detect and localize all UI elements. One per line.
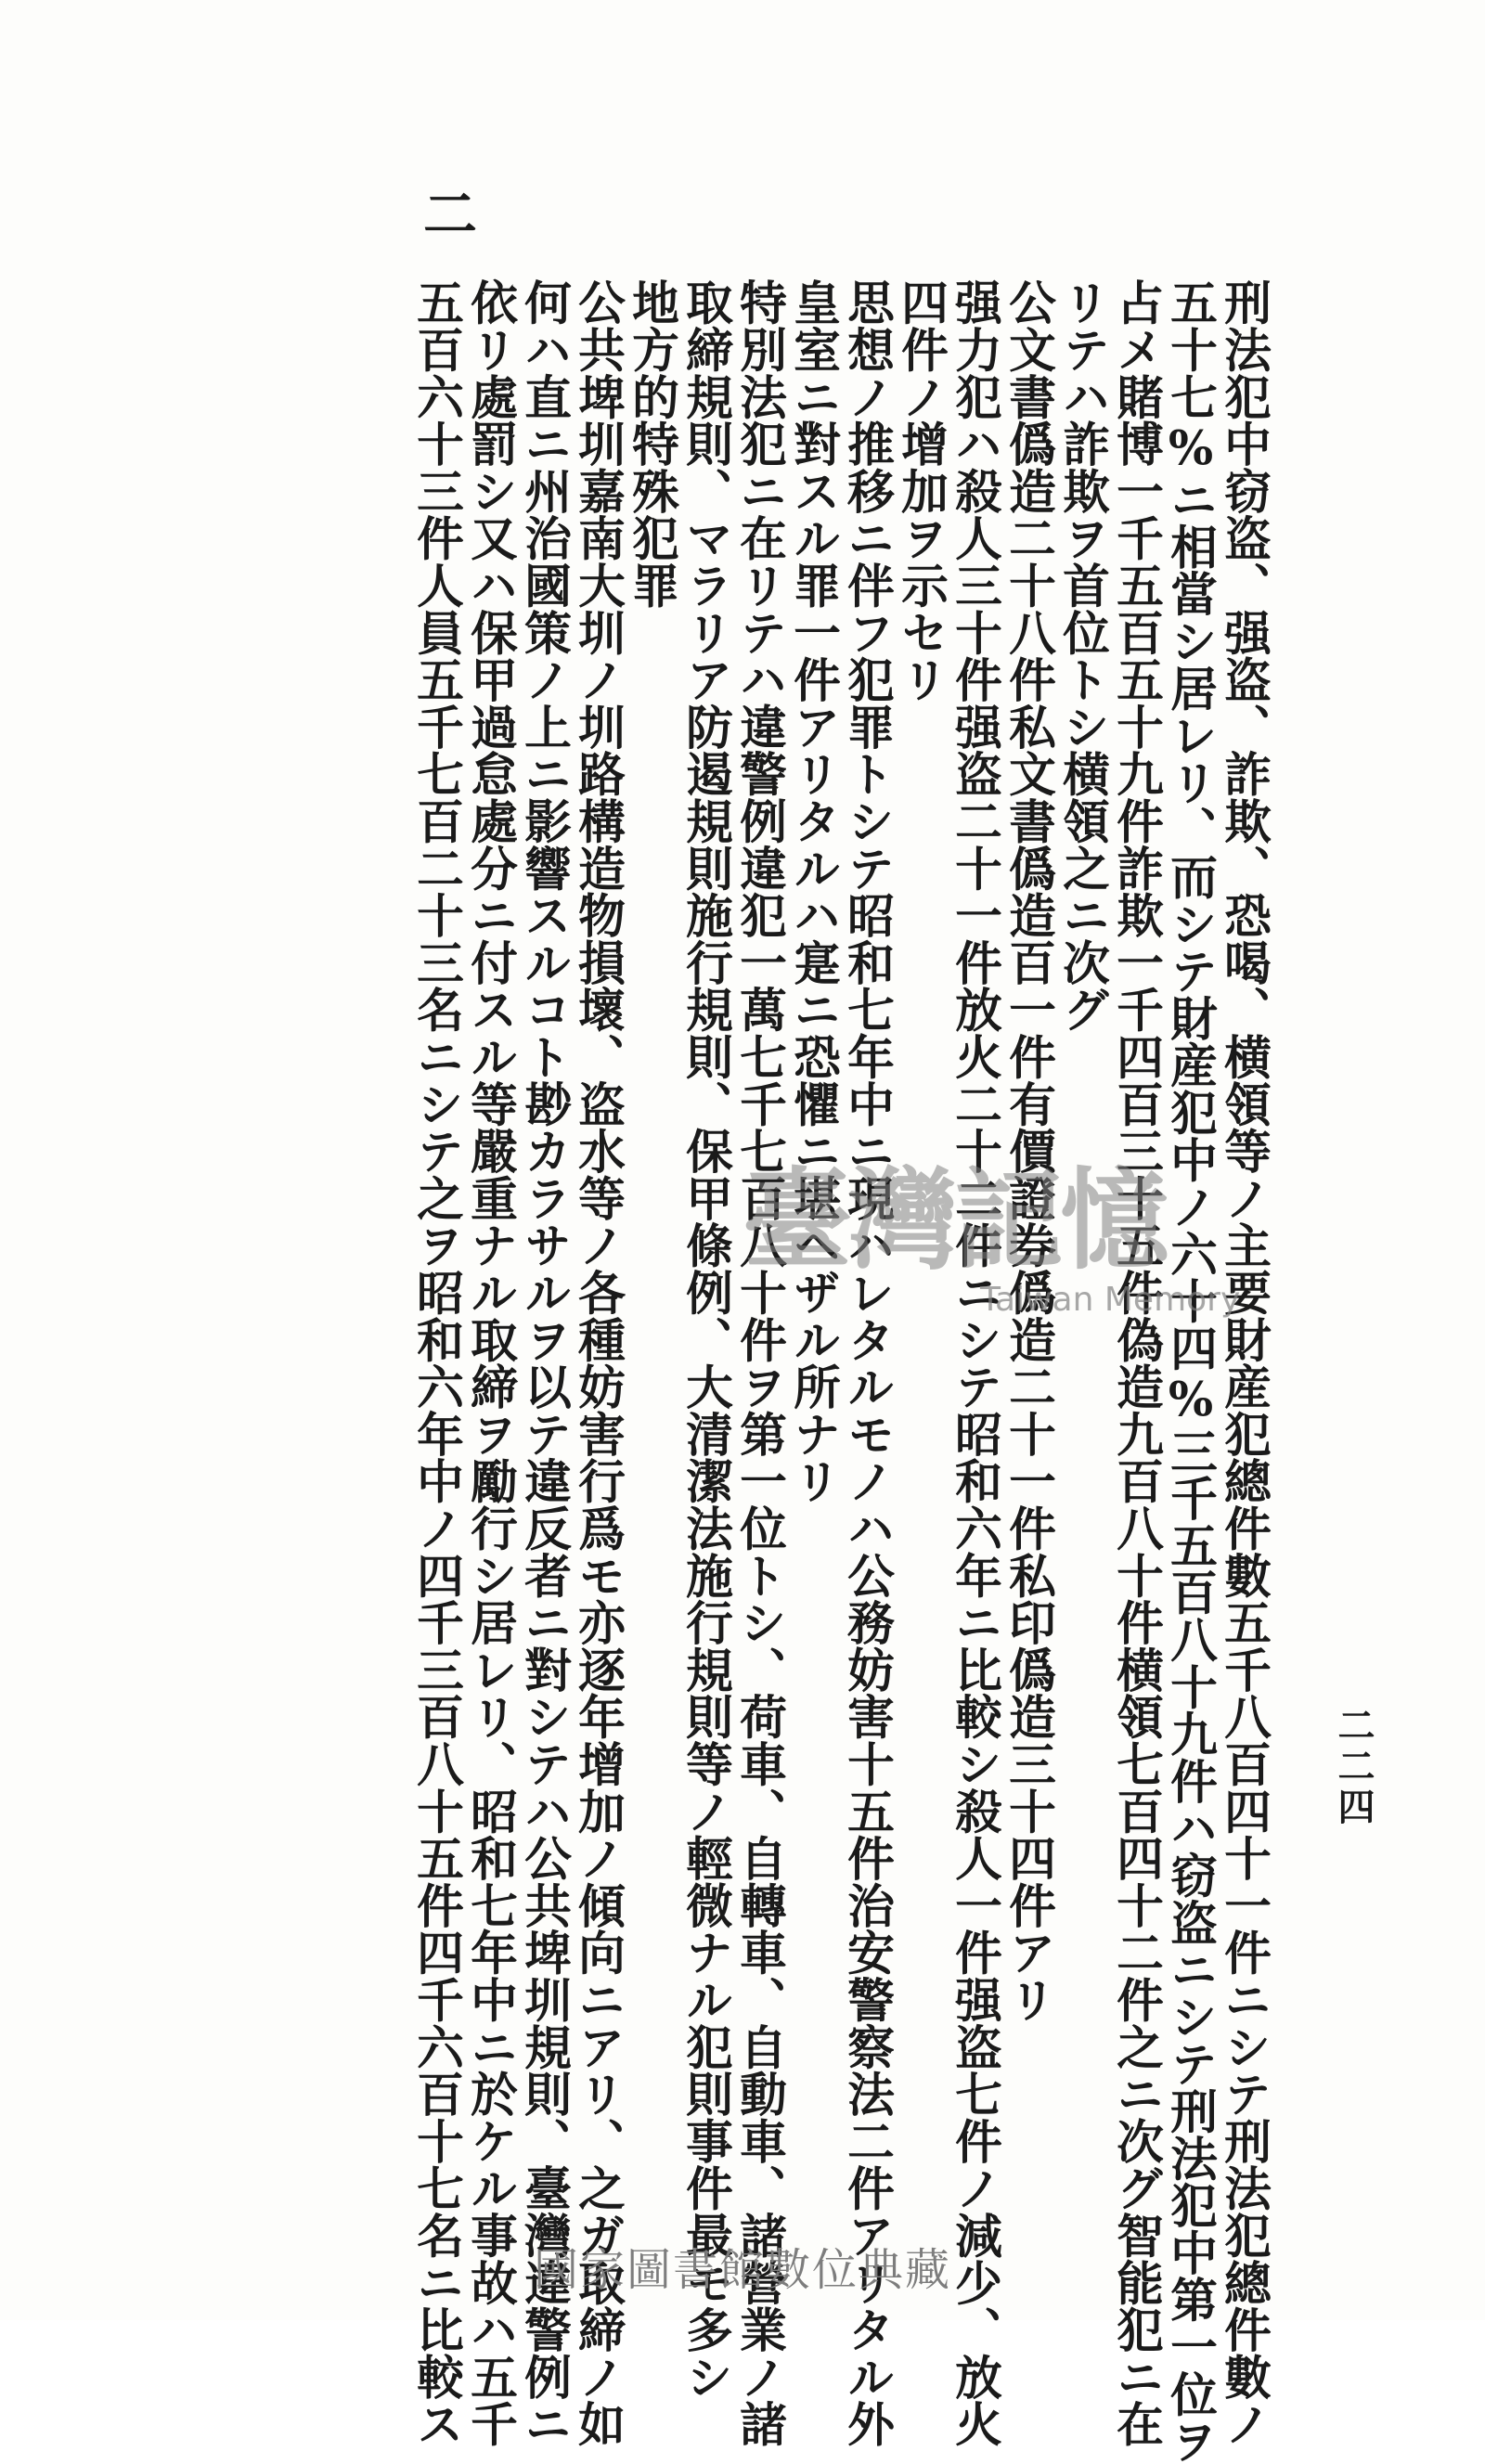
text-column-6: 强力犯ハ殺人三十件强盗二十一件放火二十二件ニシテ昭和六年ニ比較シ殺人一件强盗七件ノ減少、放火 [948, 278, 1003, 2447]
text-column-14: 何ハ直ニ州治國策ノ上ニ影響スルコト尠カラサルヲ以テ違反者ニ對シテハ公共埤圳規則、臺灣違警例ニ [517, 278, 573, 2447]
text-column-9: 皇室ニ對スル罪一件アリタルハ寔ニ恐懼ニ堪ヘザル所ナリ [786, 278, 842, 1504]
text-column-7: 四件ノ增加ヲ示セリ [894, 278, 949, 703]
text-column-2: 五十七%ニ相當シ居レリ、而シテ財産犯中ノ六十四%三千五百八十九件ハ窃盗ニシテ刑法犯中第一位ヲ [1163, 278, 1219, 2464]
watermark-subtitle: Taiwan Memory [980, 1281, 1241, 1319]
text-column-5: 公文書僞造二十八件私文書僞造百一件有價證券僞造二十一件私印僞造三十四件アリ [1001, 278, 1057, 2023]
text-column-8: 思想ノ推移ニ伴フ犯罪トシテ昭和七年中ニ現ハレタルモノハ公務妨害十五件治安警察法二件アリタル外 [840, 278, 896, 2447]
page-number: 二二四 [1332, 1706, 1375, 1828]
text-column-3: 占メ賭博一千五百五十九件詐欺一千四百三十五件偽造九百八十件横領七百四十二件之ニ次グ智能犯ニ在 [1109, 278, 1165, 2447]
text-column-4: リテハ詐欺ヲ首位トシ横領之ニ次グ [1055, 278, 1111, 1033]
text-column-11: 取締規則、マラリア防遏規則施行規則、保甲條例、大清潔法施行規則等ノ輕微ナル犯則事件最モ多シ [678, 278, 734, 2400]
text-column-10: 特別法犯ニ在リテハ違警例違犯一萬七千七百八十件ヲ第一位トシ、荷車、自轉車、自動車、諸營業ノ諸 [732, 278, 788, 2447]
text-column-16: 五百六十三件人員五千七百二十三名ニシテ之ヲ昭和六年中ノ四千三百八十五件四千六百十七名ニ比較ス [409, 278, 465, 2447]
text-column-15: 依リ處罰シ又ハ保甲過怠處分ニ付スル等嚴重ナル取締ヲ勵行シ居レリ、昭和七年中ニ於ケル事故ハ五千 [463, 278, 519, 2447]
section-numeral: 二 [414, 186, 477, 239]
footer-credit: 國家圖書館數位典藏 [533, 2244, 951, 2296]
subsection-heading: 地方的特殊犯罪 [625, 278, 680, 609]
text-column-1: 刑法犯中窃盗、强盗、詐欺、恐喝、横領等ノ主要財産犯總件數五千八百四十一件ニシテ刑法犯總件數ノ [1217, 278, 1272, 2447]
watermark-logo-text: 臺灣記憶 [742, 1155, 1167, 1284]
text-column-13: 公共埤圳嘉南大圳ノ圳路構造物損壞、盗水等ノ各種妨害行爲モ亦逐年增加ノ傾向ニアリ、之ガ取締ノ如 [571, 278, 626, 2447]
